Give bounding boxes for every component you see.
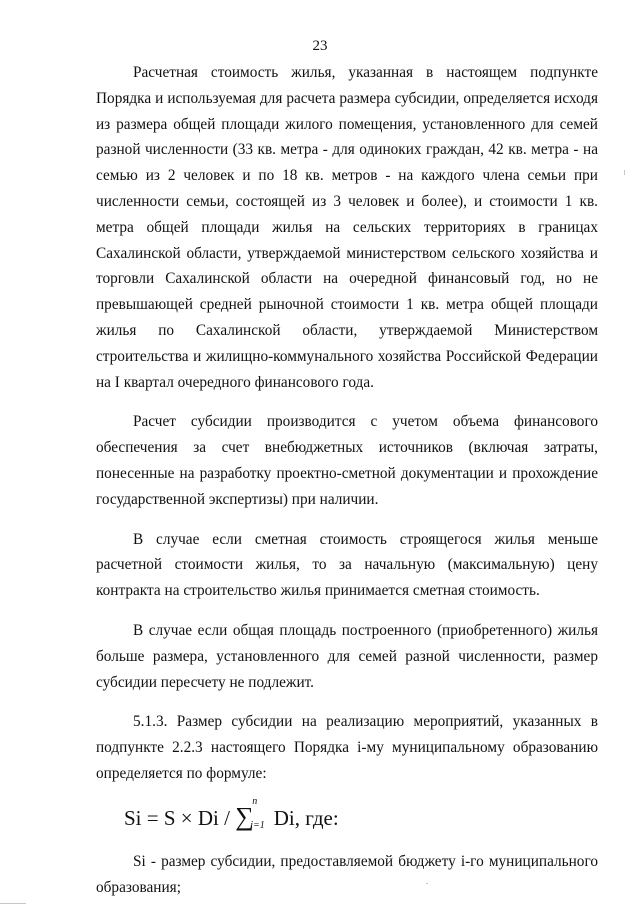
formula-left: Si = S × Di / <box>124 805 230 830</box>
sum-sign: ∑ <box>235 801 254 831</box>
sum-symbol <box>235 795 265 831</box>
document-body <box>96 60 598 900</box>
scan-speck <box>624 170 625 175</box>
sum-upper-limit: n <box>252 795 258 807</box>
paragraph-si-definition: Si - размер субсидии, предоставляемой бюджету i-го муниципального образования; <box>96 852 598 896</box>
scan-speck <box>426 883 428 884</box>
paragraph-area-larger: В случае если общая площадь построенного (приобретенного) жилья больше размера, установленного для семей разной численности, размер субсидии пересчету не подлежит. <box>96 621 598 691</box>
sum-lower-limit: i=1 <box>250 819 265 831</box>
paragraph-5-1-3: 5.1.3. Размер субсидии на реализацию мероприятий, указанных в подпункте 2.2.3 настоящего Порядка i-му муниципальному образованию определяется по формуле: <box>96 713 598 782</box>
paragraph-estimated-housing-cost: Расчетная стоимость жилья, указанная в настоящем подпункте Порядка и используемая для расчета размера субсидии, определяется исходя из размера общей площади жилого помещения, установленного для семей разной численности (33 кв. метра - для одиноких граждан, 42 кв. метра - на семью из 2 человек и по 18 кв. метров - на каждого члена семьи при численности семьи, состоящей из 3 человек и более), и стоимости 1 кв. метра общей площади жилья на сельских территориях в границах Сахалинской области, утверждаемой министерством сельского хозяйства и торговли Сахалинской области на очередной финансовый год, но не превышающей средней рыночной стоимости 1 кв. метра общей площади жилья по Сахалинской области, утверждаемой Министерством строительства и жилищно-коммунального хозяйства Российской Федерации на I квартал очередного финансового года. <box>96 64 598 391</box>
subsidy-formula <box>124 795 598 835</box>
paragraph-subsidy-calculation: Расчет субсидии производится с учетом объема финансового обеспечения за счет внебюджетных источников (включая затраты, понесенные на разработку проектно-сметной документации и прохождение государственной экспертизы) при наличии. <box>96 413 598 508</box>
scan-speck <box>0 903 26 904</box>
paragraph-estimate-lower: В случае если сметная стоимость строящегося жилья меньше расчетной стоимости жилья, то за начальную (максимальную) цену контракта на строительство жилья принимается сметная стоимость. <box>96 530 598 600</box>
formula-right: Di, где: <box>273 805 339 830</box>
page-number: 23 <box>312 38 328 54</box>
